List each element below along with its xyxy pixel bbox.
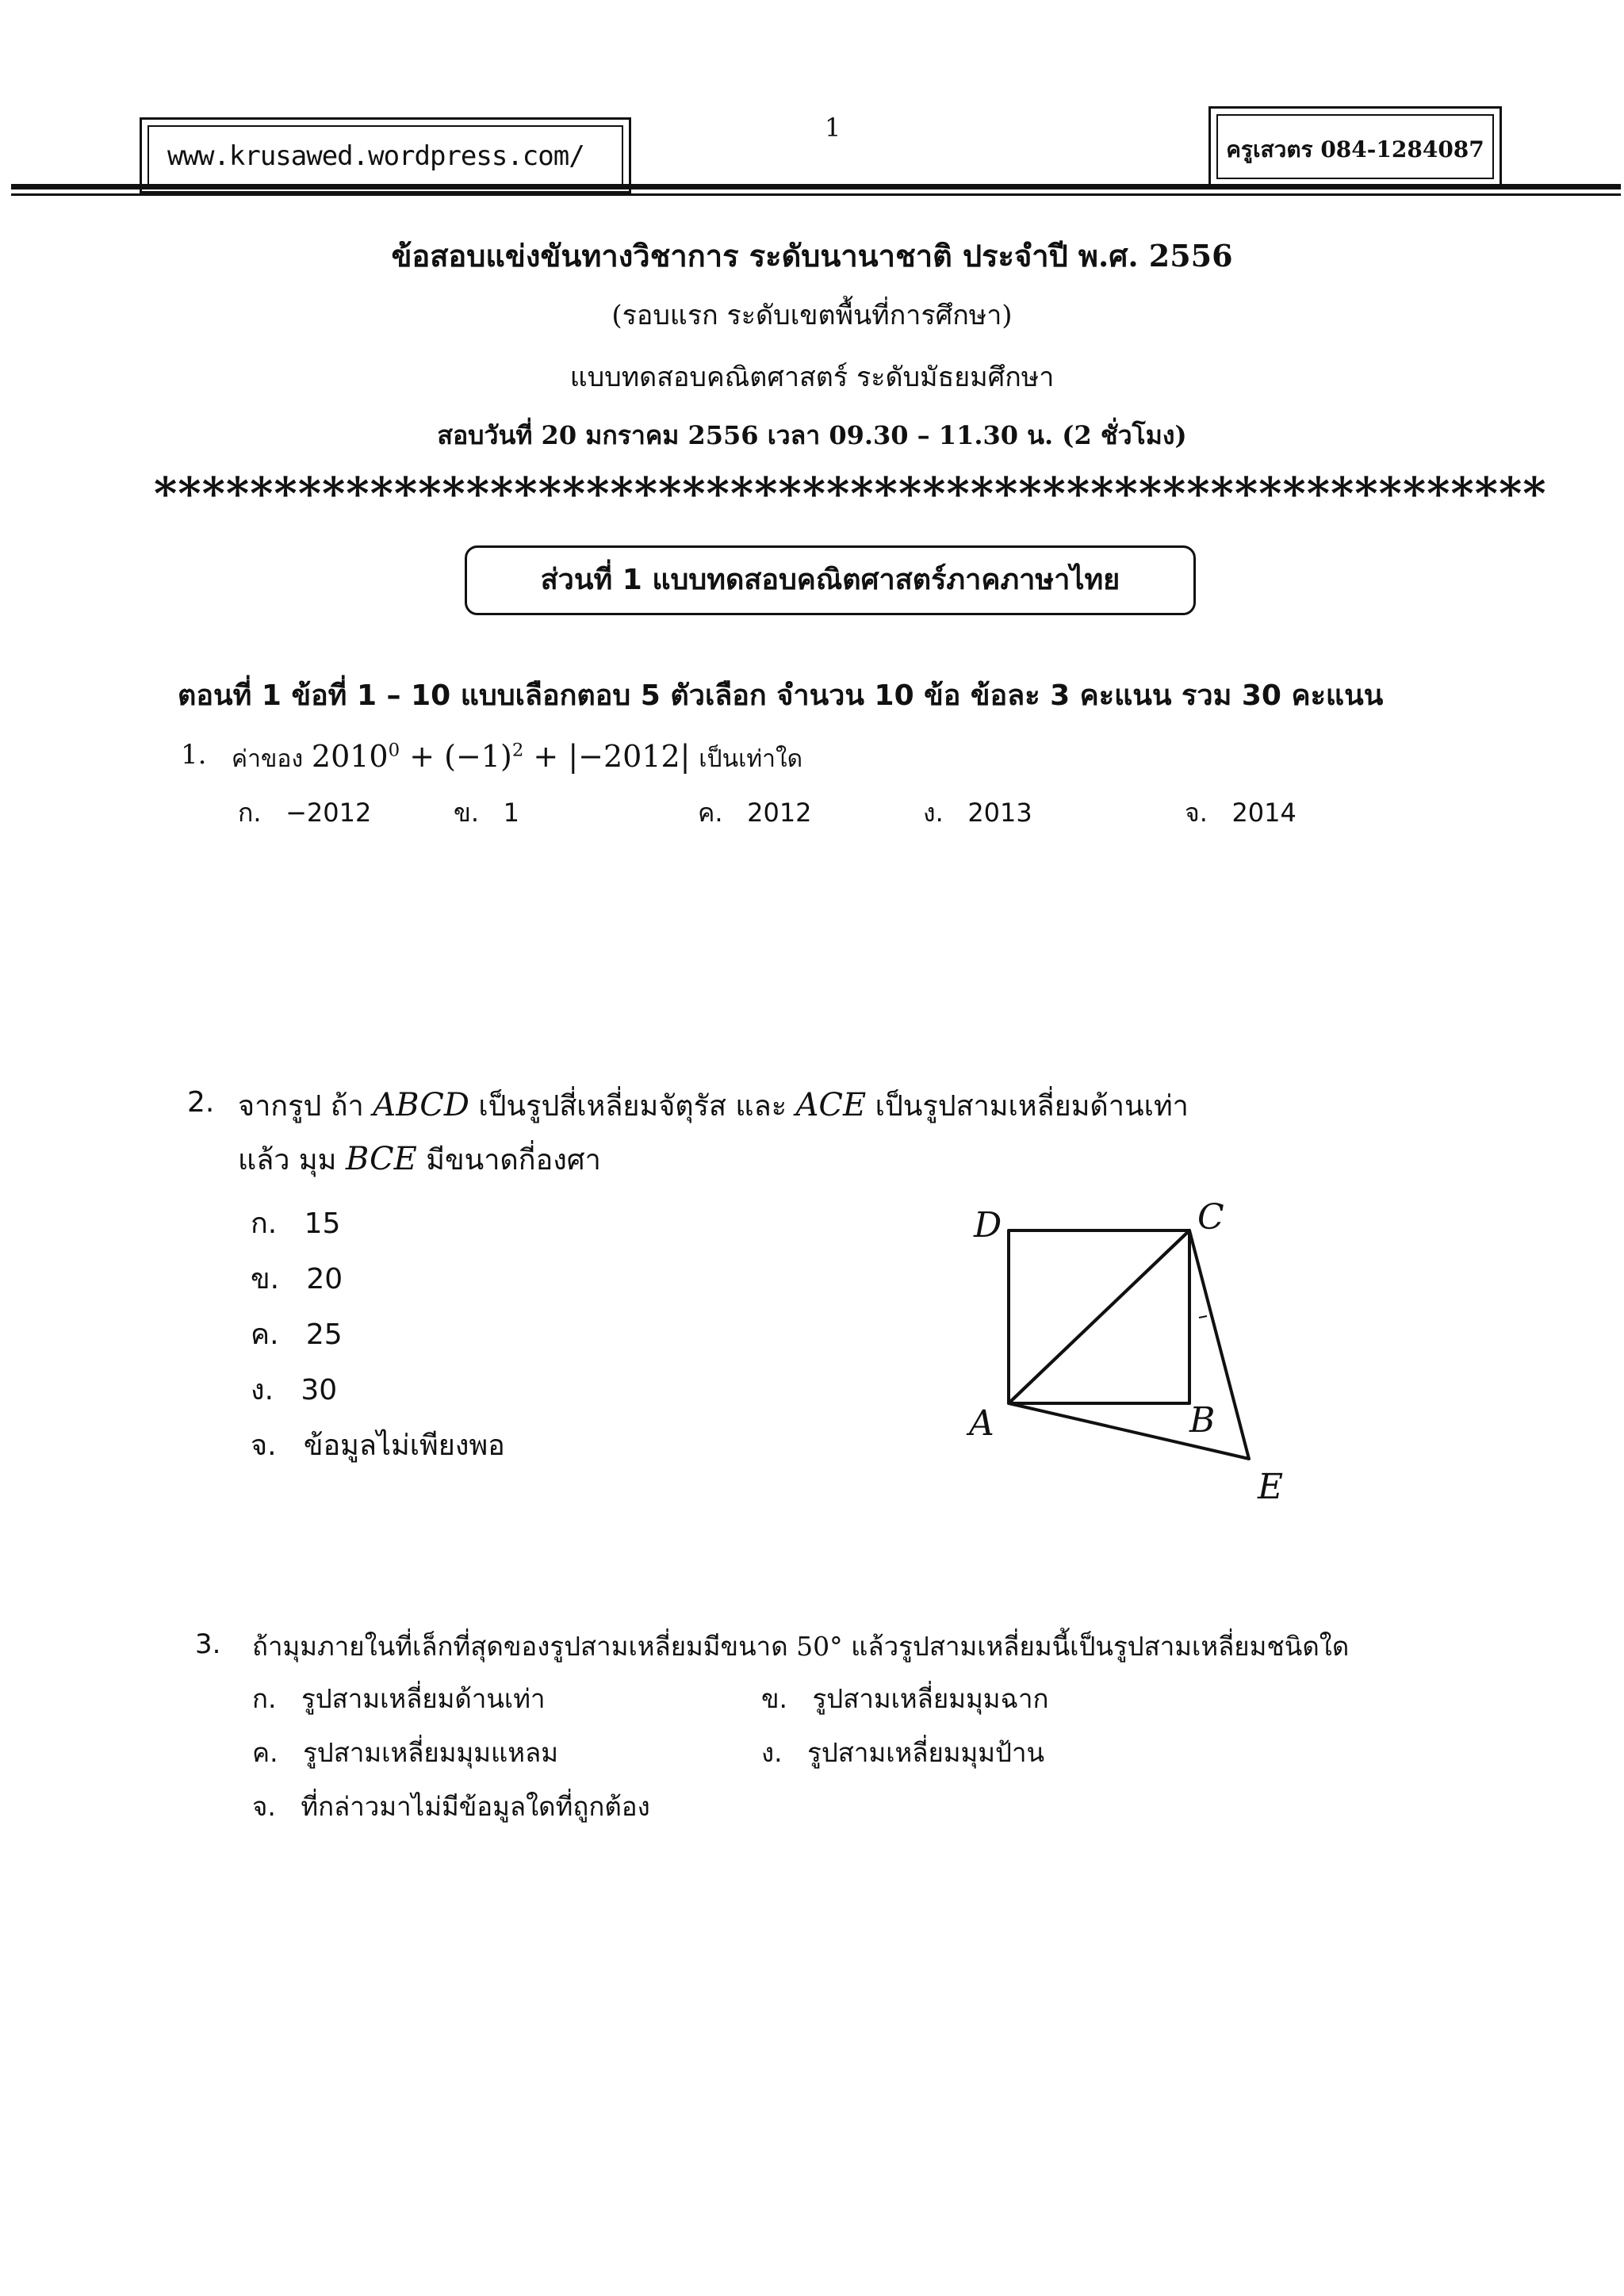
- q2-math-ace: ACE: [795, 1087, 867, 1123]
- contact-box: [1208, 106, 1502, 187]
- option-label: ก.: [252, 1683, 277, 1714]
- option-text: ที่กล่าวมาไม่มีข้อมูลใดที่ถูกต้อง: [301, 1791, 650, 1822]
- q1-exp2: 2: [511, 740, 524, 761]
- part-instructions: ตอนที่ 1 ข้อที่ 1 – 10 แบบเลือกตอบ 5 ตัวเลือก จำนวน 10 ข้อ ข้อละ 3 คะแนน รวม 30 คะแนน: [178, 679, 1384, 712]
- q2-line1: [238, 1083, 1189, 1128]
- q3-angle: 50°: [796, 1631, 843, 1662]
- option-text: รูปสามเหลี่ยมมุมแหลม: [303, 1737, 559, 1768]
- label-e: E: [1258, 1467, 1284, 1507]
- option-label: ข.: [761, 1683, 788, 1714]
- website-url: www.krusawed.wordpress.com/: [167, 140, 584, 172]
- option-label: จ.: [252, 1791, 276, 1822]
- option-label: ก.: [251, 1207, 278, 1240]
- option-text: 30: [301, 1374, 338, 1406]
- option-text: รูปสามเหลี่ยมมุมป้าน: [807, 1737, 1045, 1768]
- option-text: 2013: [967, 798, 1032, 828]
- q1-term2: + (−1): [400, 739, 512, 774]
- header-rule-thin: [11, 193, 1621, 196]
- q2-option-b: [251, 1256, 343, 1301]
- q1-option-b: [454, 793, 519, 833]
- q1-option-d: [923, 793, 1032, 833]
- option-label: ง.: [923, 798, 944, 828]
- label-b: B: [1189, 1400, 1216, 1441]
- q2-text: มีขนาดกี่องศา: [426, 1144, 601, 1177]
- q3-text: ถ้ามุมภายในที่เล็กที่สุดของรูปสามเหลี่ยมมีขนาด: [252, 1631, 788, 1662]
- header-rule-thick: [11, 184, 1621, 189]
- option-label: ข.: [251, 1263, 280, 1295]
- q1-option-c: [698, 793, 812, 833]
- q1-stem: [232, 739, 802, 778]
- q3-number: 3.: [195, 1628, 221, 1660]
- section-heading: ส่วนที่ 1 แบบทดสอบคณิตศาสตร์ภาคภาษาไทย: [465, 545, 1196, 615]
- page-number: 1: [825, 113, 841, 143]
- option-label: ง.: [251, 1374, 274, 1406]
- q3-option-a: [252, 1678, 546, 1720]
- q2-text: จากรูป ถ้า: [238, 1090, 364, 1123]
- option-label: จ.: [1185, 798, 1208, 828]
- q2-number: 2.: [187, 1086, 215, 1119]
- q3-option-c: [252, 1732, 558, 1774]
- exam-datetime: สอบวันที่ 20 มกราคม 2556 เวลา 09.30 – 11.30 น. (2 ชั่วโมง): [437, 420, 1187, 450]
- q2-option-d: [251, 1367, 337, 1412]
- q3-option-e: [252, 1785, 650, 1827]
- q2-text: แล้ว มุม: [238, 1144, 337, 1177]
- option-text: 25: [305, 1318, 343, 1351]
- q1-suffix: เป็นเท่าใด: [699, 745, 803, 773]
- q2-math-abcd: ABCD: [373, 1087, 469, 1123]
- option-text: 20: [306, 1263, 343, 1295]
- q1-term3: + |−2012|: [523, 739, 691, 774]
- option-label: จ.: [251, 1429, 277, 1462]
- q3-option-b: [761, 1678, 1048, 1720]
- option-label: ข.: [454, 798, 480, 828]
- q2-option-e: [251, 1422, 505, 1468]
- q1-option-e: [1185, 793, 1297, 833]
- contact-text: ครูเสวตร 084-1284087: [1226, 136, 1484, 163]
- q2-text: เป็นรูปสามเหลี่ยมด้านเท่า: [875, 1090, 1189, 1123]
- q1-base: 2010: [311, 739, 389, 774]
- q2-option-c: [251, 1311, 343, 1357]
- label-a: A: [969, 1403, 994, 1444]
- star-divider: **********************************************************: [154, 468, 1547, 520]
- q3-stem: [252, 1625, 1349, 1667]
- option-text: −2012: [285, 798, 372, 828]
- q1-option-a: [238, 793, 371, 833]
- q2-text: เป็นรูปสี่เหลี่ยมจัตุรัส และ: [478, 1090, 787, 1123]
- exam-round: (รอบแรก ระดับเขตพื้นที่การศึกษา): [611, 300, 1013, 331]
- option-text: 1: [503, 798, 519, 828]
- q3-option-d: [761, 1732, 1044, 1774]
- q3-text: แล้วรูปสามเหลี่ยมนี้เป็นรูปสามเหลี่ยมชนิดใด: [851, 1631, 1350, 1662]
- website-box: [140, 117, 631, 193]
- option-text: 15: [304, 1207, 341, 1240]
- exam-subject: แบบทดสอบคณิตศาสตร์ ระดับมัธยมศึกษา: [569, 362, 1055, 393]
- q1-prefix: ค่าของ: [232, 745, 304, 773]
- option-text: รูปสามเหลี่ยมด้านเท่า: [301, 1683, 546, 1714]
- option-label: ก.: [238, 798, 262, 828]
- q1-exp1: 0: [388, 740, 400, 761]
- q2-geometry-figure: [952, 1189, 1316, 1538]
- tick-mark: [1199, 1316, 1207, 1318]
- q2-math-bce: BCE: [345, 1141, 417, 1177]
- option-text: 2014: [1231, 798, 1297, 828]
- option-text: 2012: [747, 798, 812, 828]
- option-label: ค.: [252, 1737, 278, 1768]
- option-label: ค.: [251, 1318, 279, 1351]
- option-label: ง.: [761, 1737, 783, 1768]
- q1-number: 1.: [181, 739, 207, 771]
- q2-line2: [238, 1137, 601, 1182]
- label-d: D: [974, 1205, 1002, 1246]
- option-text: รูปสามเหลี่ยมมุมฉาก: [812, 1683, 1049, 1714]
- q1-expression: [312, 739, 691, 774]
- option-text: ข้อมูลไม่เพียงพอ: [303, 1429, 505, 1462]
- exam-title: ข้อสอบแข่งขันทางวิชาการ ระดับนานาชาติ ประจำปี พ.ศ. 2556: [391, 238, 1233, 274]
- label-c: C: [1197, 1197, 1224, 1238]
- option-label: ค.: [698, 798, 723, 828]
- q2-option-a: [251, 1200, 340, 1246]
